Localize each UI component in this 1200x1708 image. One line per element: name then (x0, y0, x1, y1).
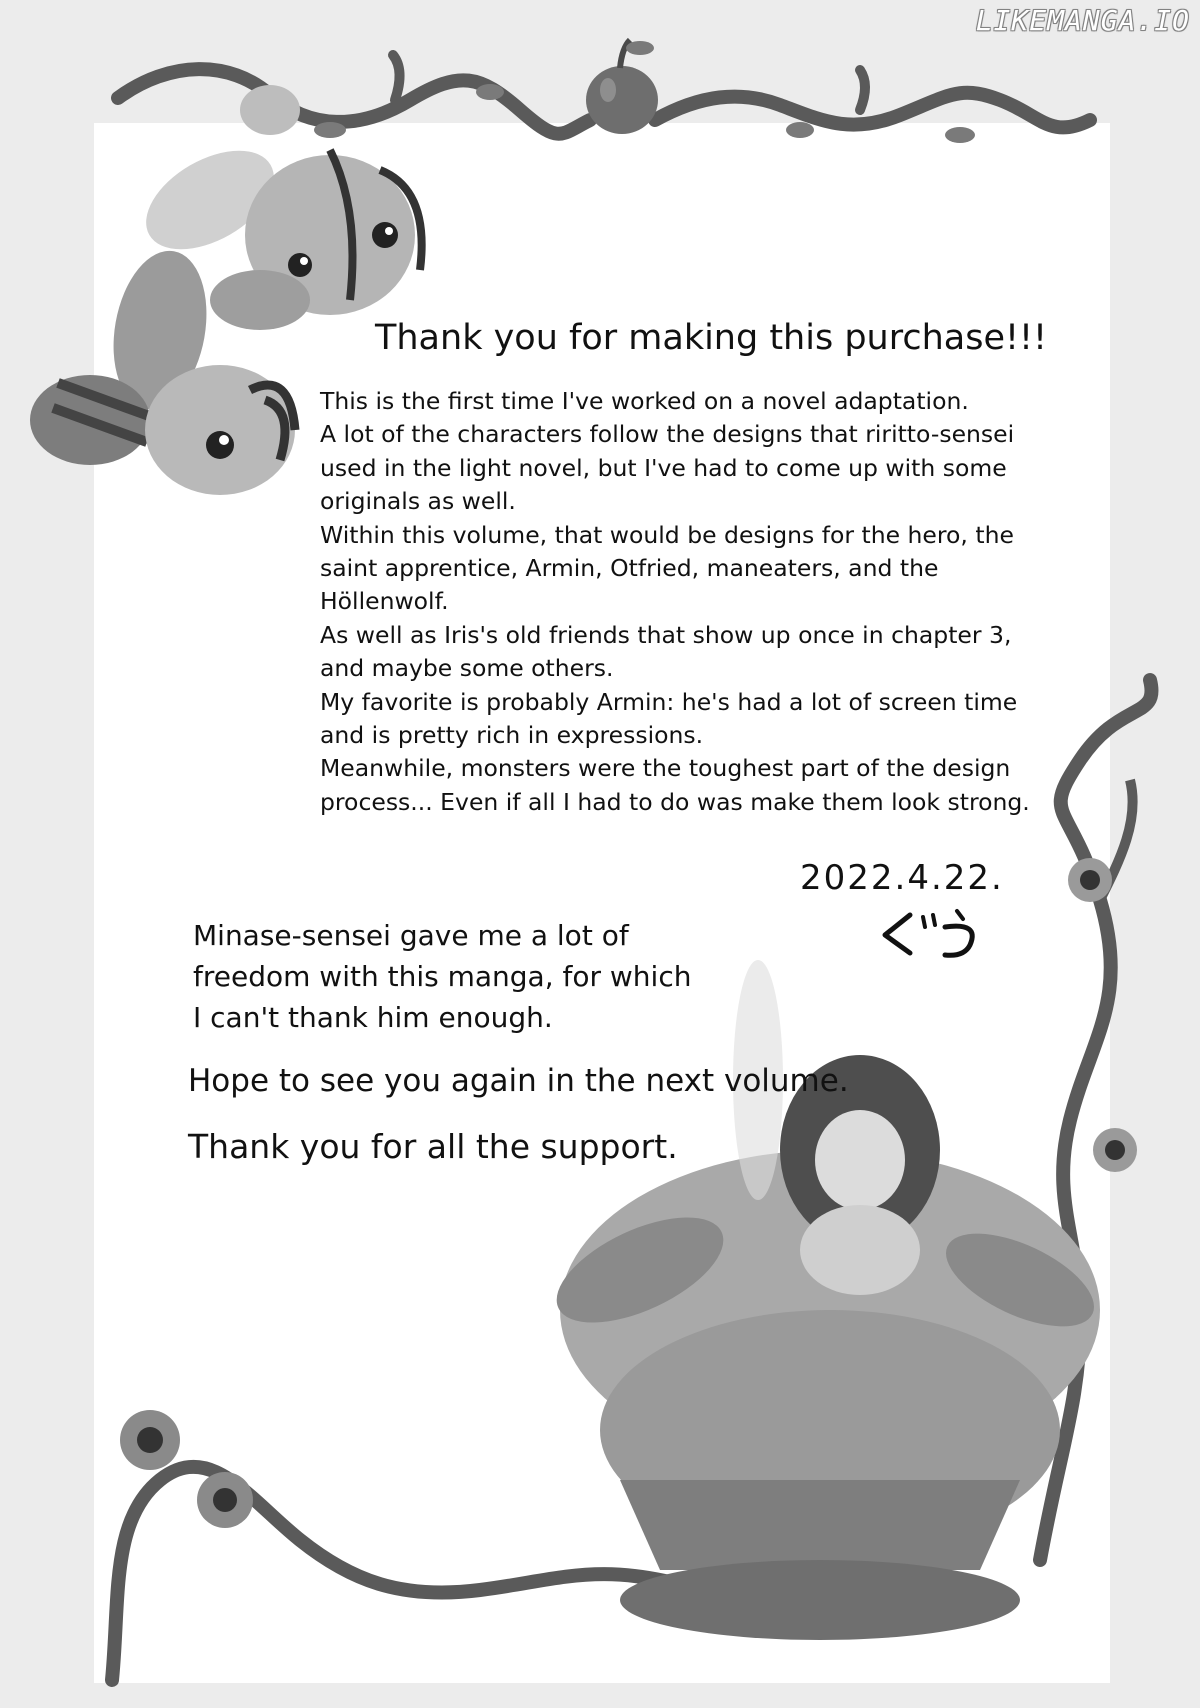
body-line: originals as well. (320, 487, 516, 516)
author-signature-icon (875, 905, 985, 965)
closing-line: I can't thank him enough. (193, 1001, 553, 1034)
body-line: A lot of the characters follow the designs that riritto-sensei (320, 420, 1015, 449)
closing-line: freedom with this manga, for which (193, 960, 692, 993)
flower-girl-illustration (542, 960, 1108, 1640)
body-line: saint apprentice, Armin, Otfried, maneaters, and the (320, 554, 939, 583)
body-line: My favorite is probably Armin: he's had a lot of screen time (320, 687, 1018, 716)
closing-message (193, 915, 713, 1038)
body-line: and is pretty rich in expressions. (320, 721, 704, 750)
hope-line: Hope to see you again in the next volume. (188, 1063, 849, 1099)
body-line: This is the first time I've worked on a novel adaptation. (320, 387, 969, 415)
date-signature: 2022.4.22. (800, 858, 1004, 898)
body-line: process... Even if all I had to do was make them look strong. (320, 787, 1030, 816)
body-line: used in the light novel, but I've had to come up with some (320, 453, 1007, 482)
watermark-text: LIKEMANGA.IO (975, 4, 1190, 37)
headline: Thank you for making this purchase!!! (375, 318, 1048, 358)
body-line: and maybe some others. (320, 654, 614, 683)
apple-icon (586, 40, 658, 134)
body-line: Within this volume, that would be designs for the hero, the (320, 520, 1014, 549)
body-line: Meanwhile, monsters were the toughest part of the design (320, 754, 1011, 783)
thanks-line: Thank you for all the support. (188, 1127, 678, 1166)
body-line: As well as Iris's old friends that show up once in chapter 3, (320, 620, 1012, 649)
body-line: Höllenwolf. (320, 587, 449, 616)
closing-line: Minase-sensei gave me a lot of (193, 919, 629, 952)
afterword-body (320, 385, 1040, 819)
